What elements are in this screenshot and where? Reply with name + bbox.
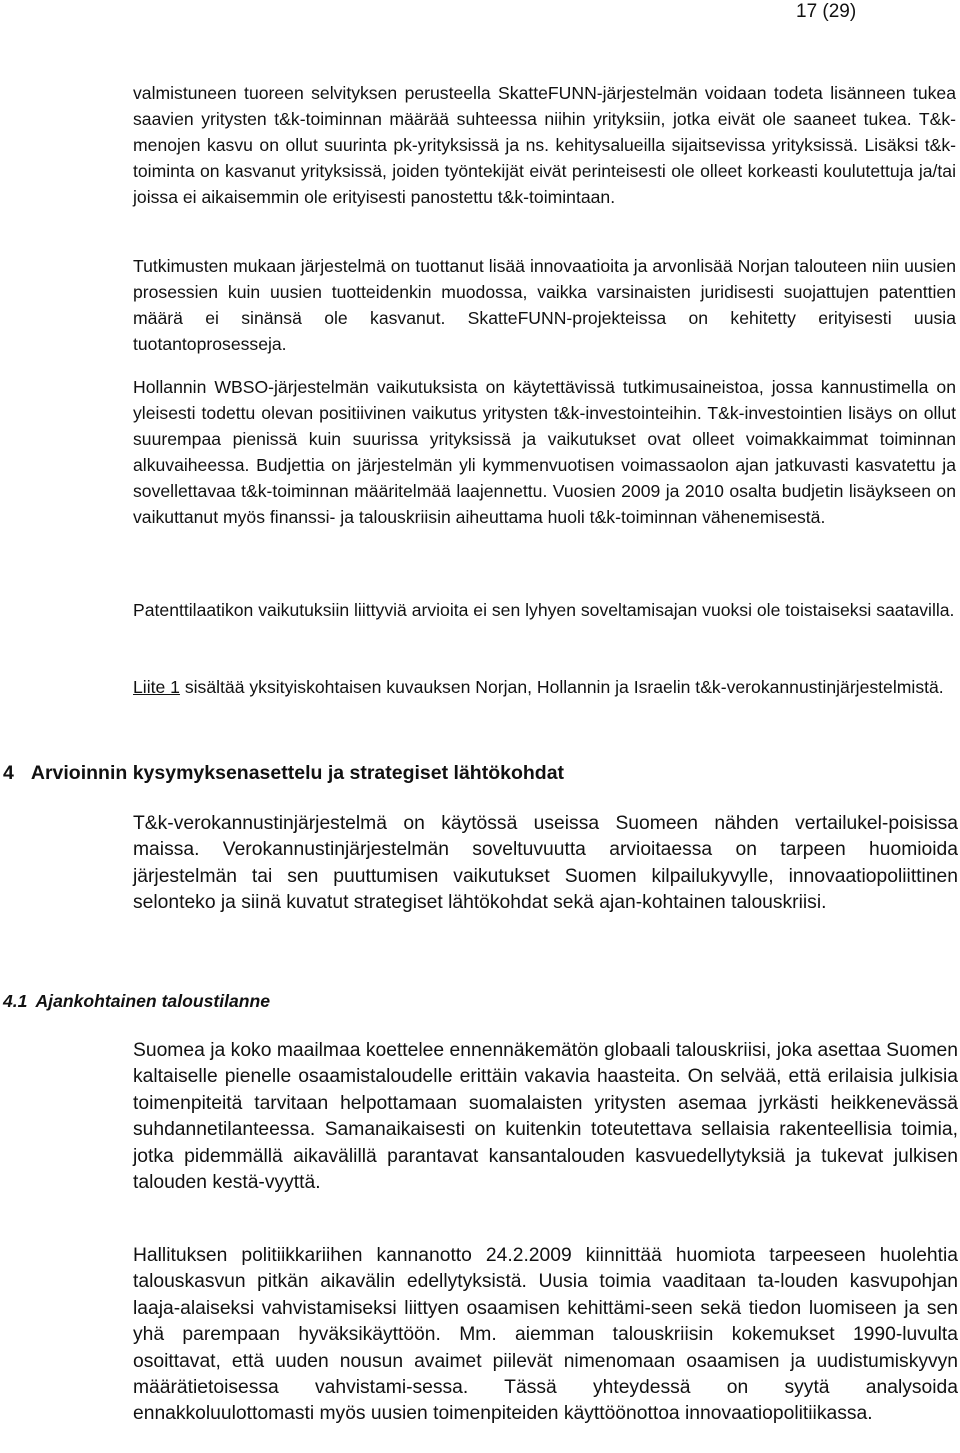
paragraph-wbso-effects: Hollannin WBSO-järjestelmän vaikutuksista on käytettävissä tutkimusaineistoa, jossa kannustimella on yleisesti todettu olevan positiivinen vaikutus yritysten t&k-investointeihin. T&k-investointien lisäys on ollut suurempaa pienissä kuin suurissa yrityksissä ja vaikutukset ovat olleet voimakkaimmat toiminnan alkuvaiheessa. Budjettia on järjestelmän yli kymmenvuotisen voimassaolon ajan jatkuvasti kasvatettu ja sovellettavaa t&k-toiminnan määritelmää laajennettu. Vuosien 2009 ja 2010 osalta budjetin lisäykseen on vaikuttanut myös finanssi- ja talouskriisin aiheuttama huoli t&k-toiminnan vähenemisestä. (133, 377, 956, 527)
paragraph-skattefunn-results: valmistuneen tuoreen selvityksen perusteella SkatteFUNN-järjestelmän voidaan todeta lisänneen tukea saavien yritysten t&k-toiminnan määrää suhteessa niihin yrityksiin, jotka eivät ole saaneet tukea. T&k-menojen kasvu on ollut suurinta pk-yrityksissä ja ns. kehitysalueilla sijaitsevissa yrityksissä. Lisäksi t&k-toiminta on kasvanut yrityksissä, joiden työntekijät eivät perinteisesti ole olleet korkeasti koulutettuja ja/tai joissa ei aikaisemmin ole erityisesti panostettu t&k-toimintaan. (133, 83, 956, 207)
appendix-1-link[interactable]: Liite 1 (133, 677, 180, 697)
paragraph-tax-incentive-usage: T&k-verokannustinjärjestelmä on käytössä useissa Suomeen nähden vertailukel-poisissa maissa. Verokannustinjärjestelmän soveltuvuutta arvioitaessa on tarpeen huomioida järjestelmän tai sen puuttumisen vaikutukset Suomen kilpailukyvylle, innovaatiopoliittinen selonteko ja siinä kuvatut strategiset lähtökohdat sekä ajan-kohtainen talouskriisi. (133, 813, 958, 914)
section-4-heading (3, 760, 564, 786)
appendix-reference-text: sisältää yksityiskohtaisen kuvauksen Norjan, Hollannin ja Israelin t&k-verokannustinjärjestelmistä. (179, 677, 944, 697)
section-4-1-heading (3, 989, 270, 1013)
section-4-1-number: 4.1 (3, 991, 28, 1011)
paragraph-government-policy: Hallituksen politiikkariihen kannanotto 24.2.2009 kiinnittää huomiota tarpeeseen huolehtia talouskasvun pitkän aikavälin edellytyksistä. Uusia toimia vaaditaan ta-louden kasvupohjan laaja-alaiseksi vahvistamiseksi liittyen osaamisen kehittämi-seen sekä tiedon luomiseen ja sen yhä parempaan hyväksikäyttöön. Mm. aiemman talouskriisin kokemukset 1990-luvulta osoittavat, että uuden nousun avaimet piilevät nimenomaan osaamisen ja uudistumiskyvyn määrätietoisessa vahvistami-sessa. Tässä yhteydessä on syytä analysoida ennakkoluulottomasti myös uusien toimenpiteiden käyttöönottoa innovaatiopolitiikassa. (133, 1245, 958, 1425)
paragraph-research-findings: Tutkimusten mukaan järjestelmä on tuottanut lisää innovaatioita ja arvonlisää Norjan talouteen niin uusien prosessien kuin uusien tuotteidenkin muodossa, vaikka varsinaisten juridisesti suojattujen patenttien määrä ei sinänsä ole kasvanut. SkatteFUNN-projekteissa on kehitetty erityisesti uusia tuotantoprosesseja. (133, 256, 956, 354)
paragraph-patent-box: Patenttilaatikon vaikutuksiin liittyviä arvioita ei sen lyhyen soveltamisajan vuoksi ole toistaiseksi saatavilla. (133, 600, 955, 620)
page-number: 17 (29) (796, 1, 857, 22)
section-4-title: Arvioinnin kysymyksenasettelu ja strategiset lähtökohdat (30, 762, 565, 784)
section-4-1-title: Ajankohtainen taloustilanne (35, 991, 271, 1011)
paragraph-appendix-reference (133, 675, 956, 701)
paragraph-economic-crisis: Suomea ja koko maailmaa koettelee ennennäkemätön globaali talouskriisi, joka asettaa Suomen kaltaiselle pienelle osaamistaloudelle erittäin vakavia haasteita. On selvää, että erilaisia julkisia toimenpiteitä tarvitaan helpottamaan suomalaisten yritysten asemaa jyrkästi heikkenevässä suhdannetilanteessa. Samanaikaisesti on kuitenkin toteutettava sellaisia rakenteellisia toimia, jotka pidemmällä aikavälillä parantavat kansantalouden kasvuedellytyksiä ja tukevat julkisen talouden kestä-vyyttä. (133, 1040, 958, 1194)
section-4-number: 4 (3, 762, 14, 784)
